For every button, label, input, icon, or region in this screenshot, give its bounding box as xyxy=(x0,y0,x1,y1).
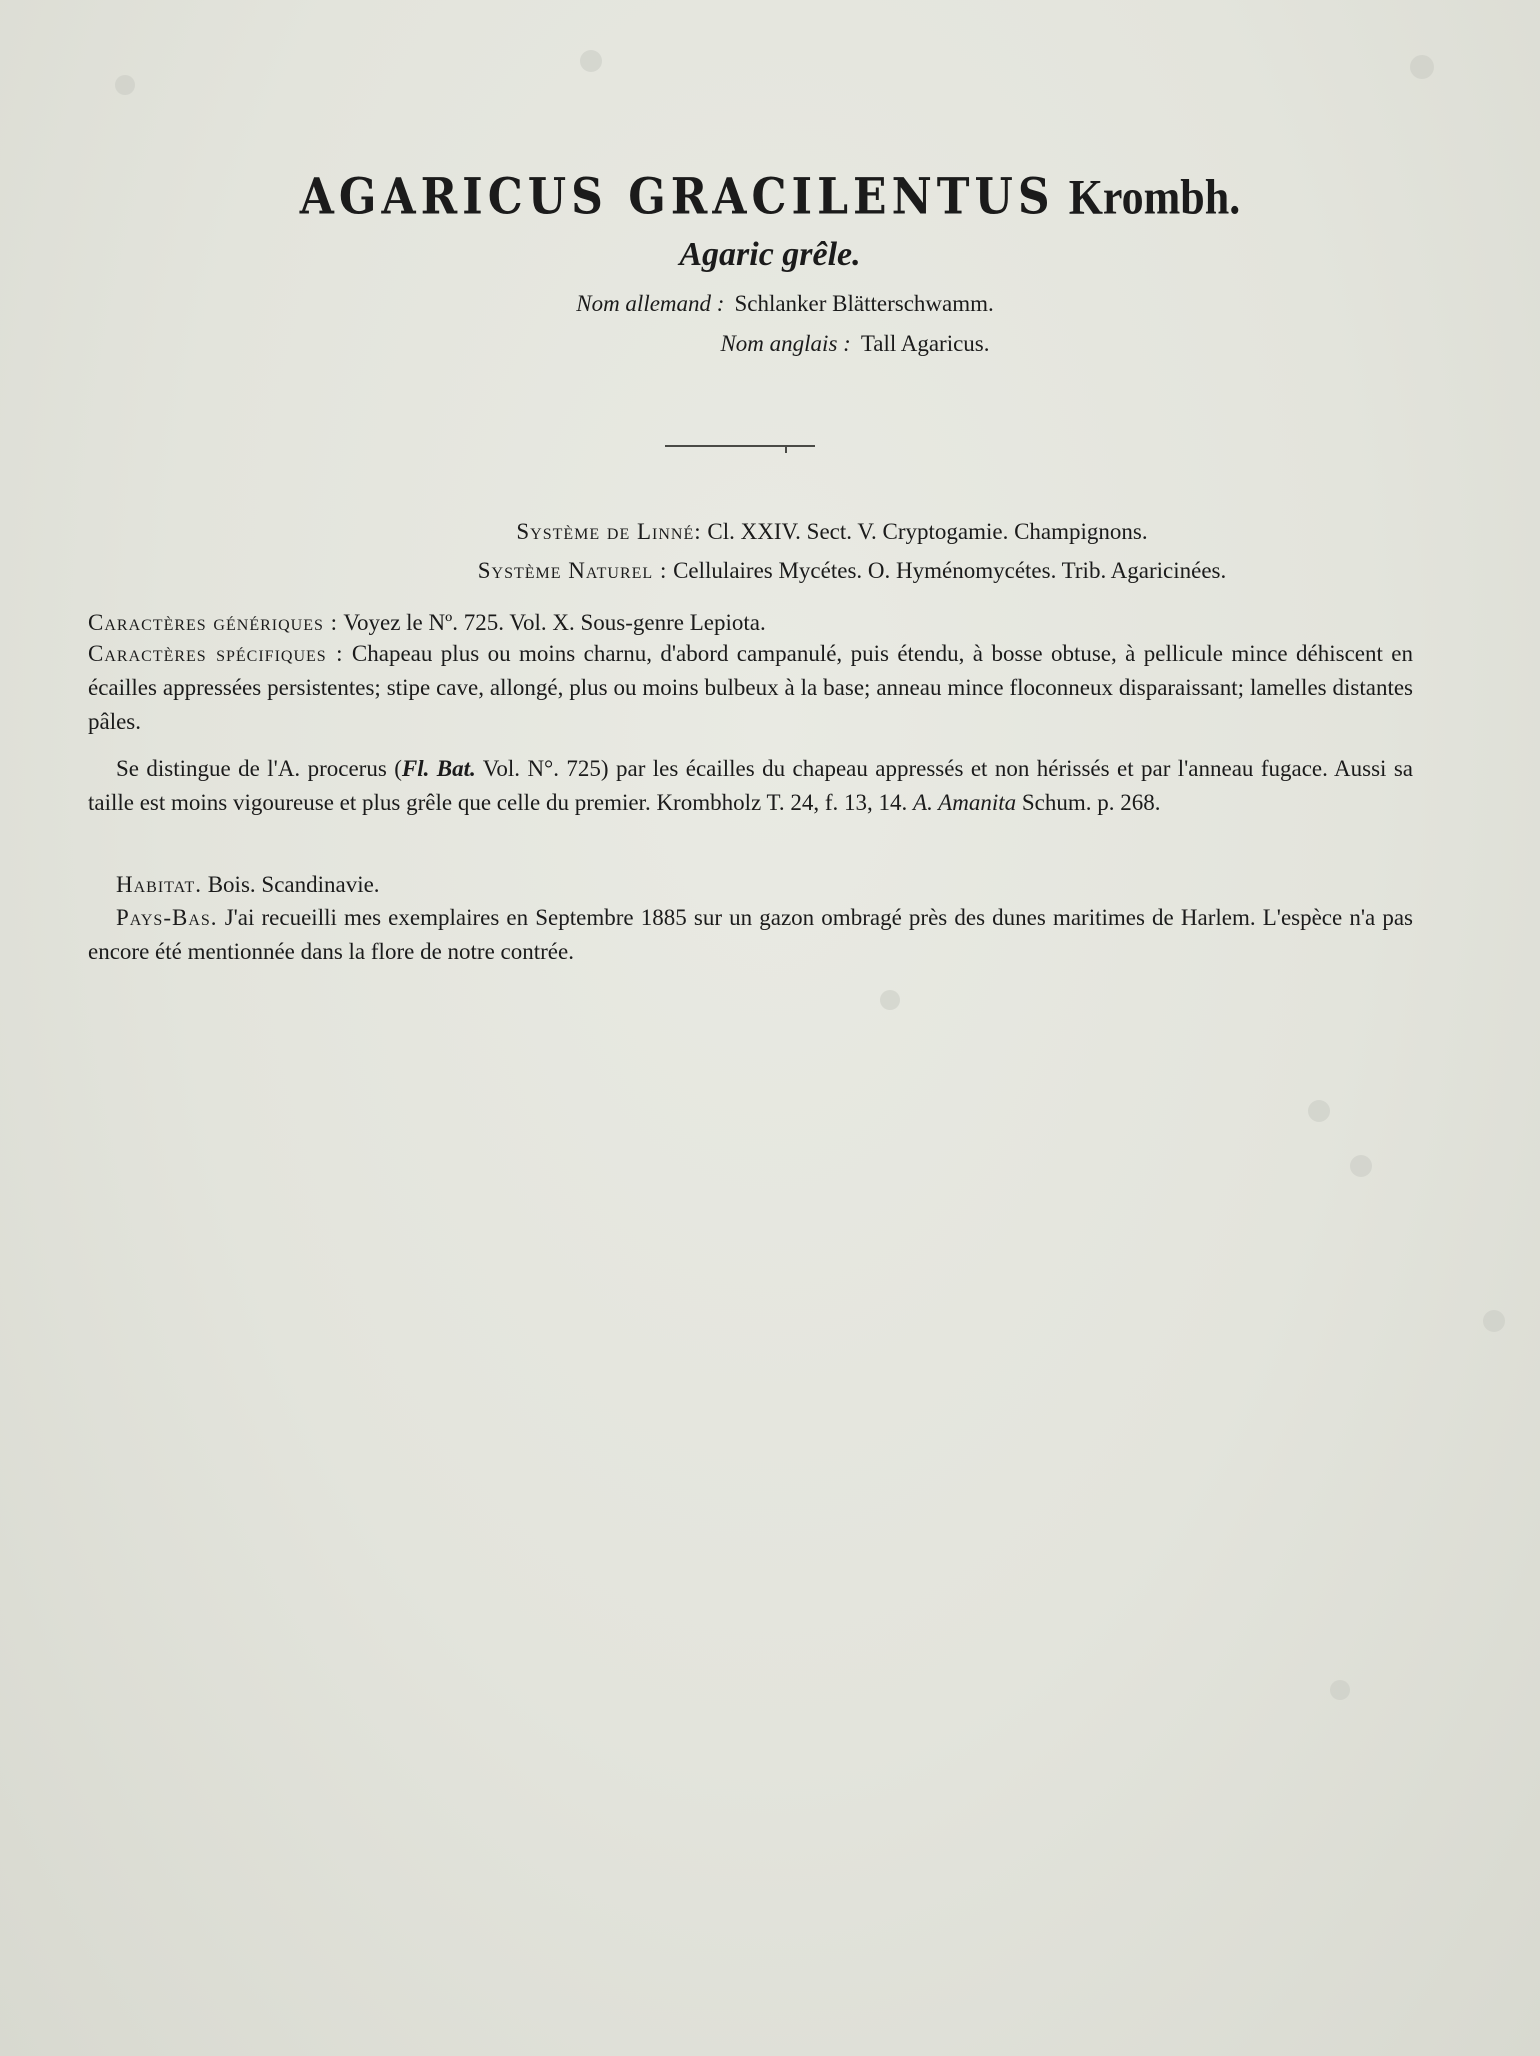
systeme-linne-label: Système de Linné: xyxy=(516,519,702,544)
habitat-label: Habitat. xyxy=(116,872,202,897)
systeme-naturel-label: Système Naturel : xyxy=(477,558,668,583)
systeme-linne-line xyxy=(62,515,1540,549)
nom-allemand-label: Nom allemand : xyxy=(576,291,725,316)
distinction-text-part3: Schum. p. 268. xyxy=(1016,790,1161,815)
nom-anglais-value: Tall Agaricus. xyxy=(860,331,990,356)
caracteres-specifiques-text: Chapeau plus ou moins charnu, d'abord campanulé, puis étendu, à bosse obtuse, à pellicule mince déhiscent en écailles appressées persistentes; stipe cave, allongé, plus ou moins bulbeux à la base; anneau mince floconneux disparaissant; lamelles distantes pâles. xyxy=(88,641,1414,734)
distinction-text-part2: Vol. N°. 725) par les écailles du chapeau appressés et non hérissés et par l'anneau fugace. Aussi sa taille est moins vigoureuse et plus grêle que celle du premier. Krombholz T. 24, f. 13, 14. xyxy=(88,756,1414,815)
page-title xyxy=(0,167,1540,230)
habitat-paragraph xyxy=(88,868,1413,902)
title-species: AGARICUS GRACILENTUS xyxy=(299,168,1055,226)
caracteres-generiques-text: Voyez le Nº. 725. Vol. X. Sous-genre Lepiota. xyxy=(343,610,766,635)
pays-bas-paragraph xyxy=(88,901,1413,969)
caracteres-generiques-label: Caractères génériques : xyxy=(88,610,339,635)
caracteres-generiques-paragraph xyxy=(88,606,1413,640)
nom-anglais-label: Nom anglais : xyxy=(720,331,851,356)
divider-rule xyxy=(665,445,815,447)
title-author: Krombh. xyxy=(1068,170,1241,225)
caracteres-specifiques-label: Caractères spécifiques : xyxy=(88,641,344,666)
pays-bas-text: J'ai recueilli mes exemplaires en Septembre 1885 sur un gazon ombragé près des dunes maritimes de Harlem. L'espèce n'a pas encore été mentionnée dans la flore de notre contrée. xyxy=(88,905,1413,964)
systeme-naturel-text: Cellulaires Mycétes. O. Hyménomycétes. Trib. Agaricinées. xyxy=(673,558,1227,583)
header-block xyxy=(0,170,1540,362)
systeme-naturel-line xyxy=(82,554,1540,588)
pays-bas-label: Pays-Bas. xyxy=(116,905,218,930)
systeme-linne-text: Cl. XXIV. Sect. V. Cryptogamie. Champignons. xyxy=(707,519,1148,544)
distinction-species: A. Amanita xyxy=(913,790,1017,815)
nom-allemand-line xyxy=(30,286,1540,322)
divider-tick xyxy=(785,446,787,453)
distinction-text-part1: Se distingue de l'A. procerus ( xyxy=(116,756,402,781)
habitat-text: Bois. Scandinavie. xyxy=(207,872,380,897)
nom-allemand-value: Schlanker Blätterschwamm. xyxy=(734,291,994,316)
subtitle: Agaric grêle. xyxy=(679,236,861,273)
distinction-paragraph xyxy=(88,752,1413,820)
distinction-reference: Fl. Bat. xyxy=(401,756,476,781)
caracteres-specifiques-paragraph xyxy=(88,637,1413,739)
nom-anglais-line xyxy=(170,326,1540,362)
